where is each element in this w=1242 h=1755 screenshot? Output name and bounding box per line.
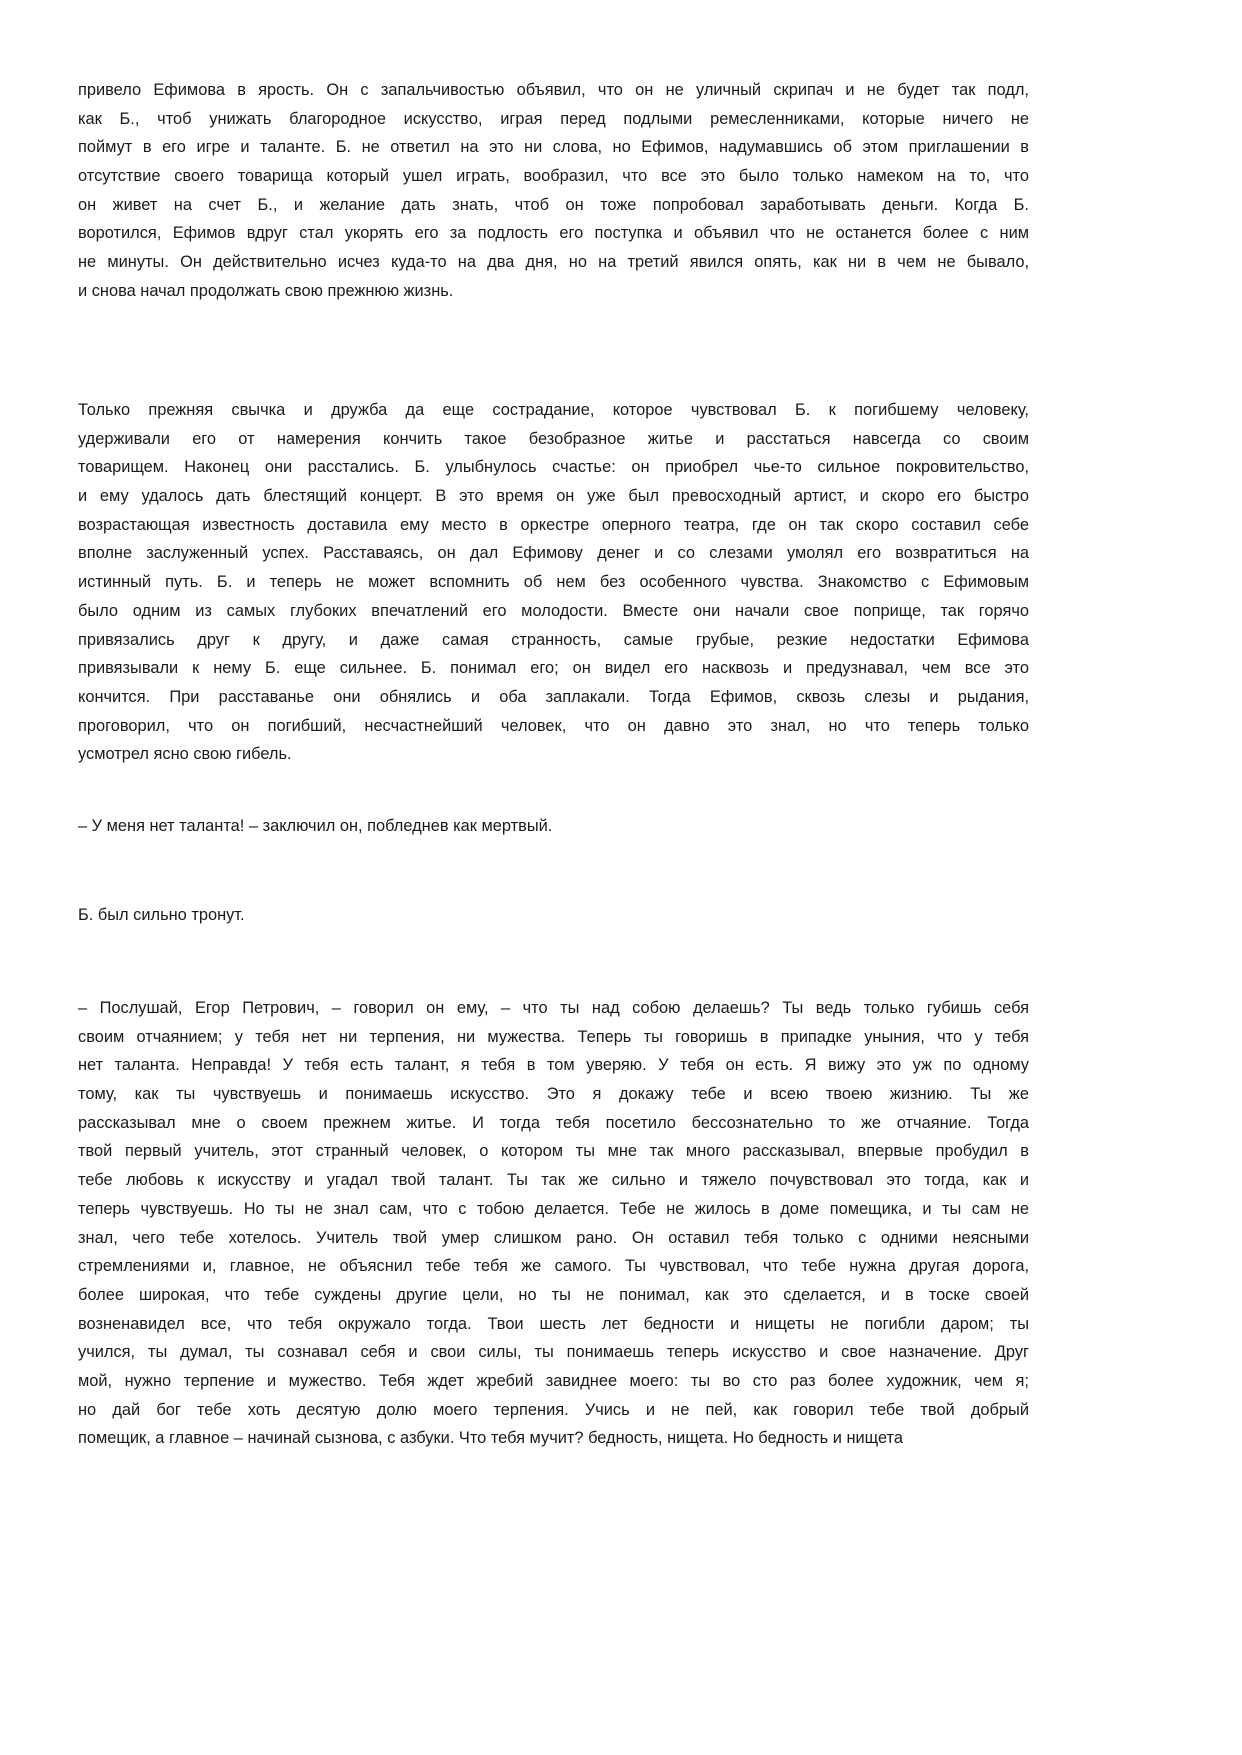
text-line: не минуты. Он действительно исчез куда-то на два дня, но на третий явился опять, как ни в чем не бывало, [78, 253, 1029, 272]
paragraph-1 [78, 76, 1029, 306]
text-line: Только прежняя свычка и дружба да еще сострадание, которое чувствовал Б. к погибшему человеку, [78, 401, 1029, 419]
text-line: возрастающая известность доставила ему место в оркестре оперного театра, где он так скоро составил себе [78, 515, 1029, 534]
text-line: как Б., чтоб унижать благородное искусство, играя перед подлыми ремесленниками, которые ничего не [78, 109, 1029, 128]
text-line: твой первый учитель, этот странный человек, о котором ты мне так много рассказывал, впервые пробудил в [78, 1142, 1029, 1161]
text-line: привязались друг к другу, и даже самая странность, самые грубые, резкие недостатки Ефимова [78, 630, 1029, 649]
text-line: рассказывал мне о своем прежнем житье. И тогда тебя посетило бессознательно то же отчаяние. Тогда [78, 1113, 1029, 1132]
text-line: отсутствие своего товарища который ушел играть, вообразил, что все это было только намеком на то, что [78, 167, 1029, 186]
text-line: истинный путь. Б. и теперь не может вспомнить об нем без особенного чувства. Знакомство с Ефимовым [78, 573, 1029, 592]
text-line: Б. был сильно тронут. [78, 906, 245, 924]
text-line: – Послушай, Егор Петрович, – говорил он ему, – что ты над собою делаешь? Ты ведь только губишь себя [78, 999, 1029, 1017]
text-line: – У меня нет таланта! – заключил он, побледнев как мертвый. [78, 817, 553, 835]
paragraph-2 [78, 396, 1029, 769]
text-line: и снова начал продолжать свою прежнюю жизнь. [78, 281, 454, 300]
text-line: поймут в его игре и таланте. Б. не ответил на это ни слова, но Ефимов, надумавшись об этом приглашении в [78, 138, 1029, 157]
text-line: теперь чувствуешь. Но ты не знал сам, что с тобою делается. Тебе не жилось в доме помещика, и ты сам не [78, 1199, 1029, 1218]
text-line: мой, нужно терпение и мужество. Тебя ждет жребий завиднее моего: ты во сто раз более художник, чем я; [78, 1371, 1029, 1390]
text-line: тому, как ты чувствуешь и понимаешь искусство. Это я докажу тебе и всею твоею жизнию. Ты же [78, 1085, 1029, 1104]
text-line: удерживали его от намерения кончить такое безобразное житье и расстаться навсегда со своим [78, 429, 1029, 448]
paragraph-4 [78, 901, 1029, 930]
text-line: воротился, Ефимов вдруг стал укорять его за подлость его поступка и объявил что не останется более с ним [78, 224, 1029, 243]
text-line: кончится. При расставанье они обнялись и оба заплакали. Тогда Ефимов, сквозь слезы и рыдания, [78, 687, 1029, 706]
text-line: тебе любовь к искусству и угадал твой талант. Ты так же сильно и тяжело почувствовал это тогда, как и [78, 1171, 1029, 1190]
text-line: знал, чего тебе хотелось. Учитель твой умер слишком рано. Он оставил тебя только с одними неясными [78, 1228, 1029, 1247]
text-line: помещик, а главное – начинай сызнова, с азбуки. Что тебя мучит? бедность, нищета. Но бедность и нищета [78, 1429, 903, 1448]
text-line: товарищем. Наконец они расстались. Б. улыбнулось счастье: он приобрел чье-то сильное покровительство, [78, 458, 1029, 477]
text-line: учился, ты думал, ты сознавал себя и свои силы, ты понимаешь теперь искусство и свое назначение. Друг [78, 1343, 1029, 1362]
text-line: усмотрел ясно свою гибель. [78, 745, 292, 764]
text-line: более широкая, что тебе суждены другие цели, но ты не понимал, как это сделается, и в тоске своей [78, 1285, 1029, 1304]
text-line: возненавидел все, что тебя окружало тогда. Твои шесть лет бедности и нищеты не погибли даром; ты [78, 1314, 1029, 1333]
paragraph-5 [78, 994, 1029, 1453]
text-line: но дай бог тебе хоть десятую долю моего терпения. Учись и не пей, как говорил тебе твой добрый [78, 1400, 1029, 1419]
text-line: привязывали к нему Б. еще сильнее. Б. понимал его; он видел его насквозь и предузнавал, чем все это [78, 659, 1029, 678]
text-line: и ему удалось дать блестящий концерт. В это время он уже был превосходный артист, и скоро его быстро [78, 487, 1029, 506]
text-line: вполне заслуженный успех. Расставаясь, он дал Ефимову денег и со слезами умолял его возвратиться на [78, 544, 1029, 563]
paragraph-3 [78, 812, 1029, 841]
text-line: было одним из самых глубоких впечатлений его молодости. Вместе они начали свое поприще, так горячо [78, 601, 1029, 620]
text-line: привело Ефимова в ярость. Он с запальчивостью объявил, что он не уличный скрипач и не будет так подл, [78, 81, 1029, 99]
text-line: стремлениями и, главное, не объяснил тебе тебя же самого. Ты чувствовал, что тебе нужна другая дорога, [78, 1257, 1029, 1276]
text-line: своим отчаянием; у тебя нет ни терпения, ни мужества. Теперь ты говоришь в припадке уныния, что у тебя [78, 1027, 1029, 1046]
text-line: он живет на счет Б., и желание дать знать, чтоб он тоже попробовал заработывать деньги. Когда Б. [78, 195, 1029, 214]
text-line: нет таланта. Неправда! У тебя есть талант, я тебя в том уверяю. У тебя он есть. Я вижу это уж по одному [78, 1056, 1029, 1075]
text-line: проговорил, что он погибший, несчастнейший человек, что он давно это знал, но что теперь только [78, 716, 1029, 735]
